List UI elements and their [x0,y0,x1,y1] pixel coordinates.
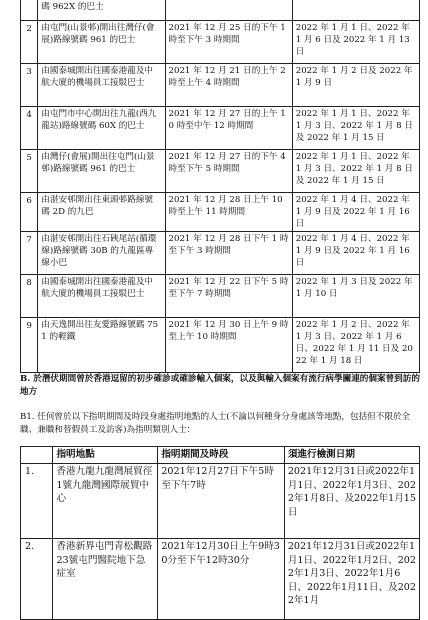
time-cell: 2021 年 12 月 27 日的上午 10 時至中午 12 時期間 [165,107,292,150]
table-header-row [21,447,420,464]
table-row [21,232,420,275]
route-cell: 由湛安邨開出往石硤尾站(循環線)路線號碼 30B 的九龍區專線小巴 [38,232,165,275]
route-cell: 碼 962X 的巴士 [38,0,165,21]
table-row [21,464,420,539]
route-cell: 由屯門(山景邨)開出往灣仔(會展)路線號碼 961 的巴士 [38,21,165,64]
route-cell: 由屯門市中心開出往九龍(西九龍站)路線號碼 60X 的巴士 [38,107,165,150]
time-cell: 2021 年 12 月 22 日下午 5 時至下午 7 時期間 [165,275,292,318]
section-b-heading: B. 於潛伏期間曾於香港逗留的初步確診或確診輸入個案，以及與輸入個案有流行病學關連的個案曾到訪的地方 [20,374,420,397]
table-row [21,275,420,318]
specified-places-table [20,446,420,620]
header-time: 指明期間及時段 [158,447,285,464]
table-row [21,21,420,64]
row-number: 8 [21,275,38,318]
route-cell: 由天逸開出往友愛路線號碼 751 的輕鐵 [38,318,165,373]
table-row [21,107,420,150]
dates-cell: 2022 年 1 月 2 日、2022 年 1 月 3 日、2022 年 1 月 6 日、2022 年 1 月 11 日及 2022 年 1 月 18 日 [292,318,419,373]
table-row [21,193,420,232]
table-row [21,64,420,107]
row-number: 6 [21,193,38,232]
bus-routes-table-body [21,0,420,373]
dates-cell [292,0,419,21]
time-cell: 2021年12月30日上午9時30分至下午12時30分 [158,539,285,620]
place-cell: 香港九龍九龍灣展貿徑1號九龍灣國際展貿中心 [53,464,158,539]
time-cell: 2021 年 12 月 27 日的下午 4 時至下午 5 時期間 [165,150,292,193]
time-cell: 2021 年 12 月 21 日的上午 2 時至上午 4 時期間 [165,64,292,107]
route-cell: 由湛安邨開出往東頭邨路線號碼 2D 的九巴 [38,193,165,232]
table-row [21,318,420,373]
route-cell: 由國泰城開出往國泰港龍及中航大廈的機場員工接駁巴士 [38,64,165,107]
row-number: 7 [21,232,38,275]
header-no [21,447,53,464]
dates-cell: 2022 年 1 月 4 日、2022 年 1 月 9 日及 2022 年 1 月 16 日 [292,232,419,275]
row-number: 1. [21,464,53,539]
row-number: 9 [21,318,38,373]
dates-cell: 2022 年 1 月 1 日、2022 年 1 月 6 日及 2022 年 1 月 13 日 [292,21,419,64]
row-number: 4 [21,107,38,150]
table-row [21,150,420,193]
time-cell: 2021 年 12 月 30 日上午 9 時至上午 10 時期間 [165,318,292,373]
row-number: 3 [21,64,38,107]
place-cell: 香港新界屯門青松觀路23號屯門醫院地下急症室 [53,539,158,620]
route-cell: 由國泰城開出往國泰港龍及中航大廈的機場員工接駁巴士 [38,275,165,318]
header-place: 指明地點 [53,447,158,464]
route-cell: 由灣仔(會展)開出往屯門(山景邨)路線號碼 961 的巴士 [38,150,165,193]
row-number: 2. [21,539,53,620]
row-number: 2 [21,21,38,64]
row-number [21,0,38,21]
table-row [21,539,420,620]
dates-cell: 2022 年 1 月 2 日及 2022 年 1 月 9 日 [292,64,419,107]
dates-cell: 2022 年 1 月 1 日、2022 年 1 月 3 日、2022 年 1 月 8 日及 2022 年 1 月 15 日 [292,150,419,193]
time-cell: 2021 年 12 月 25 日的下午 1 時至下午 3 時期間 [165,21,292,64]
time-cell: 2021年12月27日下午5時至下午7時 [158,464,285,539]
row-number: 5 [21,150,38,193]
dates-cell: 2022 年 1 月 4 日、2022 年 1 月 9 日及 2022 年 1 月 16 日 [292,193,419,232]
dates-cell: 2022 年 1 月 3 日及 2022 年 1 月 10 日 [292,275,419,318]
table-row [21,0,420,21]
time-cell [165,0,292,21]
dates-cell: 2021年12月31日或2022年1月1日、2022年1月3日、2022年1月8日、及2022年1月15日 [284,464,419,539]
section-b1-text: B1. 任何曾於以下指明期間及時段身處指明地點的人士(不論以何種身分身處該等地點，包括但不限於全職、兼職和替假員工及訪客)為指明類別人士： [20,412,411,435]
dates-cell: 2021年12月31日或2022年1月1日、2022年1月2日、2022年1月3日、2022年1月6日、2022年1月11日、及2022年1月 [284,539,419,620]
bus-routes-table [20,0,420,373]
dates-cell: 2022 年 1 月 1 日、2022 年 1 月 3 日、2022 年 1 月 8 日及 2022 年 1 月 15 日 [292,107,419,150]
header-dates: 須進行檢測日期 [284,447,419,464]
time-cell: 2021 年 12 月 28 日上午 10 時至上午 11 時期間 [165,193,292,232]
time-cell: 2021 年 12 月 28 日下午 1 時至下午 3 時期間 [165,232,292,275]
